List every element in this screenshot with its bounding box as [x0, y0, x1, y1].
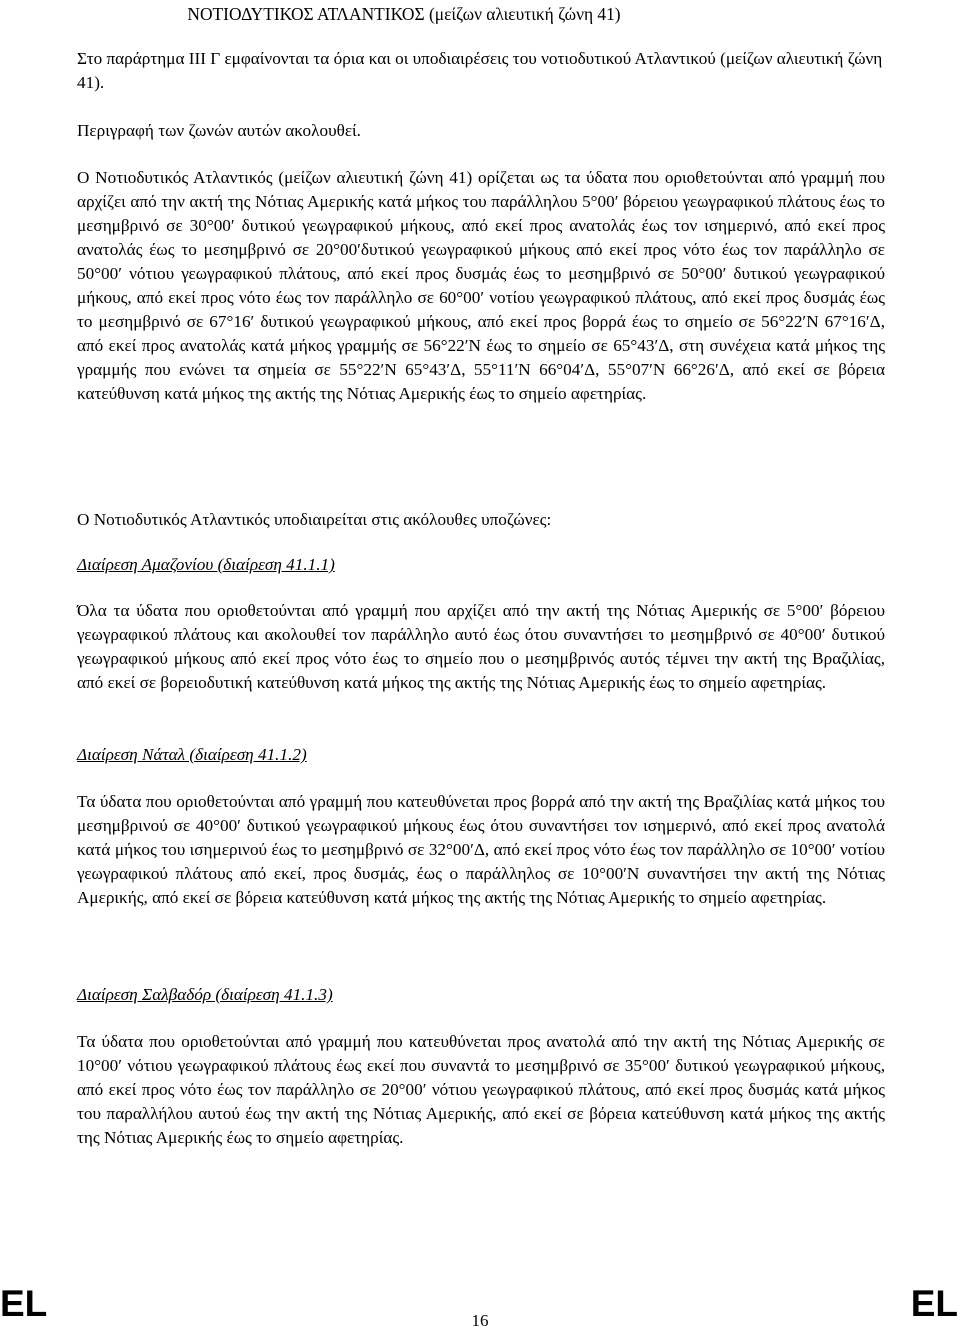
division-text-salvador: Τα ύδατα που οριοθετούνται από γραμμή που κατευθύνεται προς ανατολά από την ακτή της Νότιας Αμερικής σε 10°00′ νότιου γεωγραφικού πλάτους έως εκεί που συναντά το μεσημβρινό σε 35°00′ δυτικού γεωγραφικού μήκους, από εκεί προς νότο έως τον παράλληλο σε 20°00′ νότιου γεωγραφικού πλάτους, από εκεί προς δυσμάς κατά μήκος του παραλλήλου αυτού έως την ακτή της Νότιας Αμερικής, από εκεί σε βόρεια κατεύθυνση κατά μήκος της ακτής της Νότιας Αμερικής έως το σημείο αφετηρίας.: [77, 1032, 885, 1147]
intro-paragraph: Στο παράρτημα ΙΙΙ Γ εμφαίνονται τα όρια και οι υποδιαιρέσεις του νοτιοδυτικού Ατλαντικού (μείζων αλιευτική ζώνη 41).: [77, 49, 883, 92]
division-heading-natal: Διαίρεση Νάταλ (διαίρεση 41.1.2): [77, 745, 307, 764]
area-description-paragraph: Ο Νοτιοδυτικός Ατλαντικός (μείζων αλιευτική ζώνη 41) ορίζεται ως τα ύδατα που οριοθετούνται από γραμμή που αρχίζει από την ακτή της Νότιας Αμερικής κατά μήκος του παράλληλου 5°00′ βόρειου γεωγραφικού πλάτους έως το μεσημβρινό σε 30°00′ δυτικού γεωγραφικού μήκους, από εκεί προς ανατολάς έως τον ισημερινό, από εκεί προς ανατολάς έως το μεσημβρινό σε 20°00′δυτικού γεωγραφικού μήκους από εκεί προς νότο έως τον παράλληλο σε 50°00′ νότιου γεωγραφικού πλάτους, από εκεί προς δυσμάς έως το μεσημβρινό σε 50°00′ δυτικού γεωγραφικού μήκους, από εκεί προς νότο έως τον παράλληλο σε 60°00′ νοτίου γεωγραφικού πλάτους, από εκεί προς δυσμάς έως το μεσημβρινό σε 67°16′ δυτικού γεωγραφικού μήκους, από εκεί προς βορρά έως το σημείο σε 56°22′Ν 67°16′Δ, από εκεί προς ανατολάς κατά μήκος γραμμής σε 56°22′Ν έως το σημείο σε 65°43′Δ, στη συνέχεια κατά μήκος της γραμμής που ενώνει τα σημεία σε 55°22′Ν 65°43′Δ, 55°11′Ν 66°04′Δ, 55°07′Ν 66°26′Δ, από εκεί σε βόρεια κατεύθυνση κατά μήκος της ακτής της Νότιας Αμερικής έως το σημείο αφετηρίας.: [77, 168, 885, 403]
page-header-title: ΝΟΤΙΟΔΥΤΙΚΟΣ ΑΤΛΑΝΤΙΚΟΣ (μείζων αλιευτική ζώνη 41): [187, 4, 621, 24]
division-text-natal: Τα ύδατα που οριοθετούνται από γραμμή που κατευθύνεται προς βορρά από την ακτή της Βραζιλίας κατά μήκος του μεσημβρινού σε 40°00′ δυτικού γεωγραφικού μήκους έως ότου συναντήσει τον ισημερινό, από εκεί προς ανατολά κατά μήκος του ισημερινού έως το μεσημβρινό σε 32°00′Δ, από εκεί προς νότο έως τον παράλληλο σε 10°00′ νοτίου γεωγραφικού πλάτους από εκεί, προς δυσμάς, έως ο παράλληλος σε 10°00′Ν συναντήσει την ακτή της Νότιας Αμερικής, από εκεί σε βόρεια κατεύθυνση κατά μήκος της ακτής της Νότιας Αμερικής το σημείο αφετηρίας.: [77, 792, 885, 907]
footer-page-number: 16: [471, 1311, 489, 1330]
description-lead: Περιγραφή των ζωνών αυτών ακολουθεί.: [77, 121, 361, 140]
division-text-amazon: Όλα τα ύδατα που οριοθετούνται από γραμμή που αρχίζει από την ακτή της Νότιας Αμερικής σε 5°00′ βόρειου γεωγραφικού πλάτους και ακολουθεί τον παράλληλο αυτό έως ότου συναντήσει το μεσημβρινό σε 40°00′ δυτικού γεωγραφικού μήκους από εκεί προς νότο έως το σημείο που ο μεσημβρινός αυτός τέμνει την ακτή της Βραζιλίας, από εκεί σε βορειοδυτική κατεύθυνση κατά μήκος της ακτής της Νότιας Αμερικής έως το σημείο αφετηρίας.: [77, 601, 885, 692]
footer-lang-code-left: EL: [0, 1283, 48, 1324]
division-heading-amazon: Διαίρεση Αμαζονίου (διαίρεση 41.1.1): [77, 555, 335, 574]
footer-lang-code-right: EL: [910, 1283, 958, 1324]
division-heading-salvador: Διαίρεση Σαλβαδόρ (διαίρεση 41.1.3): [77, 985, 333, 1004]
subareas-lead: Ο Νοτιοδυτικός Ατλαντικός υποδιαιρείται στις ακόλουθες υποζώνες:: [77, 510, 552, 529]
